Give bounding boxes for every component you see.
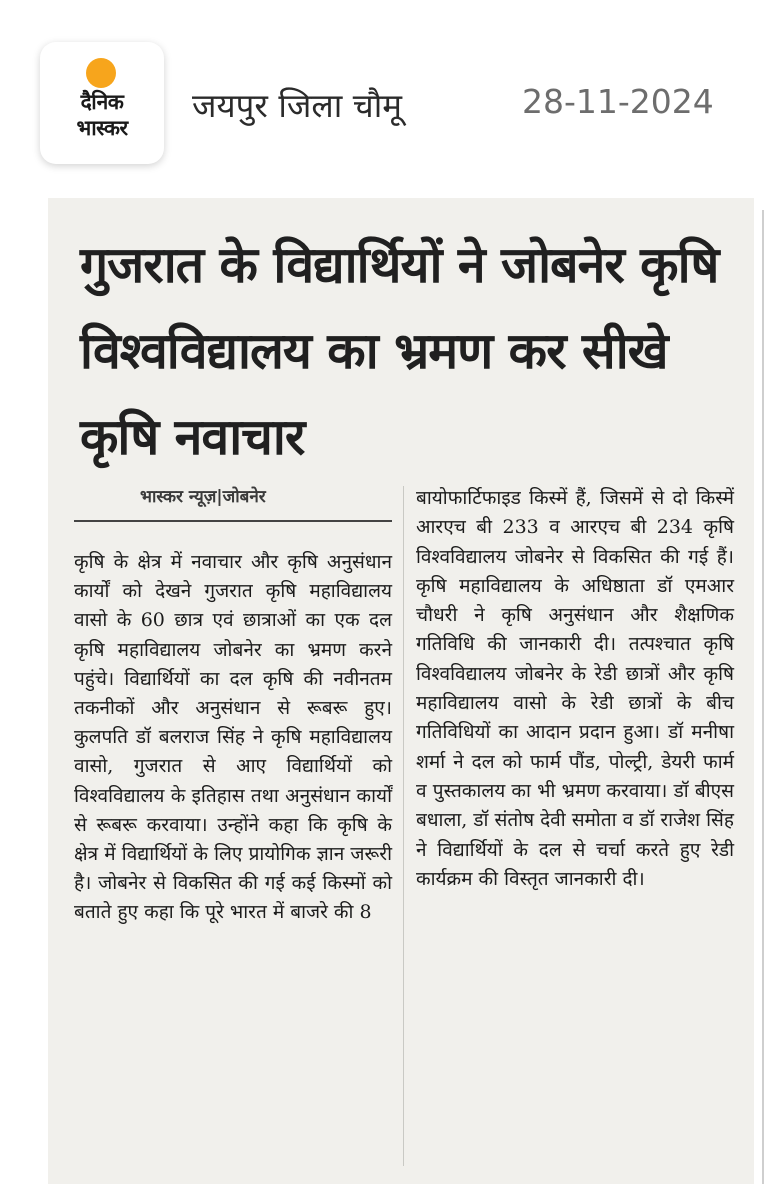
logo-line-1: दैनिक <box>80 90 124 114</box>
article-column-left: कृषि के क्षेत्र में नवाचार और कृषि अनुसंधान कार्यों को देखने गुजरात कृषि महाविद्यालय वासो के 60 छात्र एवं छात्राओं का एक दल कृषि महाविद्यालय जोबनेर का भ्रमण करने पहुंचे। विद्यार्थियों का दल कृषि की नवीनतम तकनीकों और अनुसंधान से रूबरू हुए। कुलपति डॉ बलराज सिंह ने कृषि महाविद्यालय वासो, गुजरात से आए विद्यार्थियों को विश्वविद्यालय के इतिहास तथा अनुसंधान कार्यों से रूबरू करवाया। उन्होंने कहा कि कृषि के क्षेत्र में विद्यार्थियों के लिए प्रायोगिक ज्ञान जरूरी है। जोबनेर से विकसित की गई कई किस्मों को बताते हुए कहा कि पूरे भारत में बाजरे की 8 <box>74 551 392 924</box>
logo-line-2: भास्कर <box>76 116 128 140</box>
byline-rule <box>74 520 392 522</box>
column-divider <box>403 486 404 1166</box>
article-headline: गुजरात के विद्यार्थियों ने जोबनेर कृषि विश्वविद्यालय का भ्रमण कर सीखे कृषि नवाचार <box>80 236 719 466</box>
dainik-bhaskar-logo <box>40 42 164 164</box>
article-byline: भास्कर न्यूज़|जोबनेर <box>140 487 266 507</box>
article-column-right: बायोफार्टिफाइड किस्में हैं, जिसमें से दो किस्में आरएच बी 233 व आरएच बी 234 कृषि विश्वविद्यालय जोबनेर से विकसित की गई हैं। कृषि महाविद्यालय के अधिष्ठाता डॉ एमआर चौधरी ने कृषि अनुसंधान और शैक्षणिक गतिविधि की जानकारी दी। तत्पश्चात कृषि विश्वविद्यालय जोबनेर के रेडी छात्रों और कृषि महाविद्यालय वासो के रेडी छात्रों के बीच गतिविधियों का आदान प्रदान हुआ। डॉ मनीषा शर्मा ने दल को फार्म पौंड, पोल्ट्री, डेयरी फार्म व पुस्तकालय का भी भ्रमण करवाया। डॉ बीएस बधाला, डॉ संतोष देवी समोता व डॉ राजेश सिंह ने विद्यार्थियों के दल से चर्चा करते हुए रेडी कार्यक्रम की विस्तृत जानकारी दी। <box>416 487 734 890</box>
clipping-edge <box>762 210 764 1184</box>
publication-date: 28-11-2024 <box>522 82 714 121</box>
sun-icon <box>86 58 116 88</box>
page-header <box>0 0 768 190</box>
edition-label: जयपुर जिला चौमू <box>192 86 403 125</box>
